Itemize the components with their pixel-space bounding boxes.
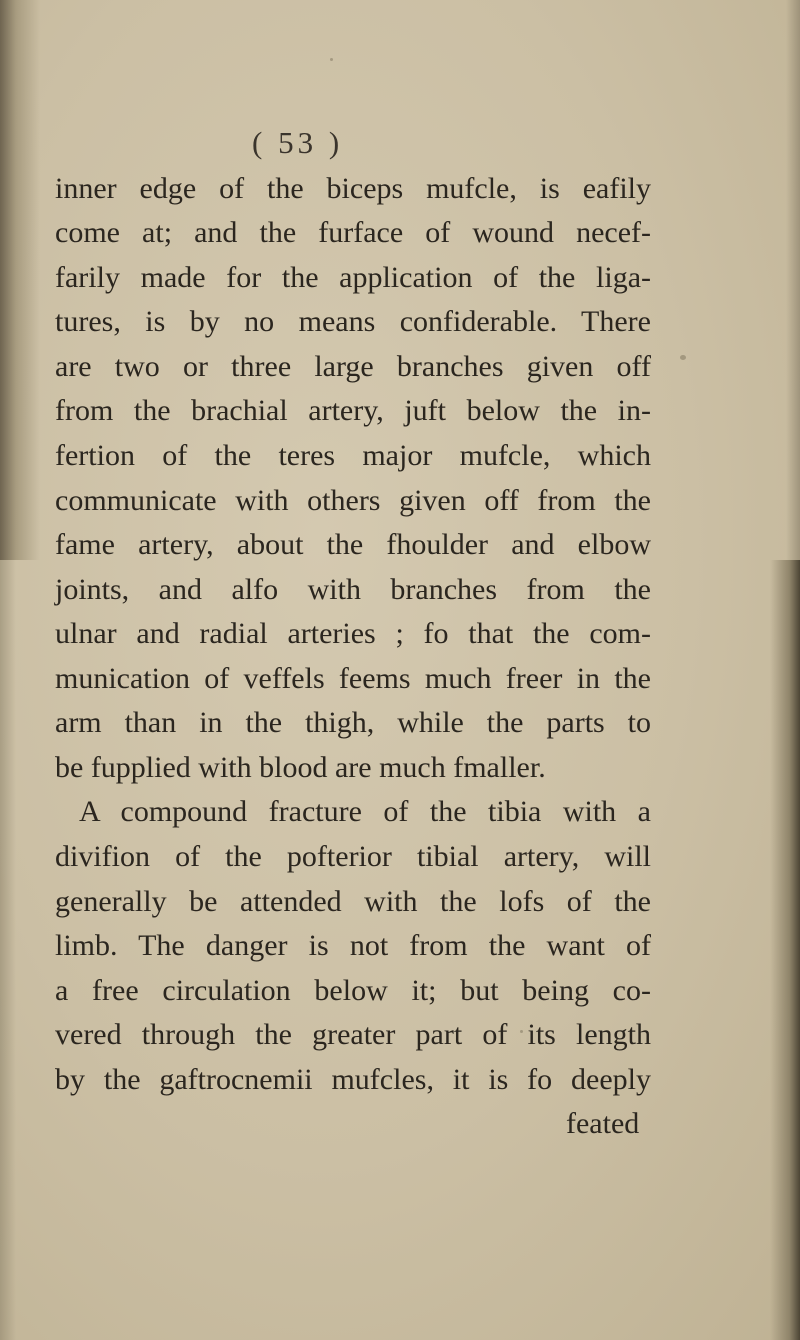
text-line: are two or three large branches given off xyxy=(55,350,651,383)
text-line: munication of veffels feems much freer in the xyxy=(55,662,651,695)
text-line: fame artery, about the fhoulder and elbow xyxy=(55,528,651,561)
text-line: ulnar and radial arteries ; fo that the com- xyxy=(55,617,651,650)
paper-speck xyxy=(680,355,686,360)
text-line: vered through the greater part of its length xyxy=(55,1018,651,1051)
text-line: arm than in the thigh, while the parts to xyxy=(55,706,651,739)
gutter-shadow xyxy=(0,0,40,560)
text-line: be fupplied with blood are much fmaller. xyxy=(55,751,546,784)
text-line: divifion of the pofterior tibial artery, will xyxy=(55,840,651,873)
catchword: feated xyxy=(566,1107,640,1140)
text-line: generally be attended with the lofs of the xyxy=(55,885,651,918)
text-line: a free circulation below it; but being co- xyxy=(55,974,651,1007)
page-edge xyxy=(770,560,800,1340)
text-line: from the brachial artery, juft below the in- xyxy=(55,394,651,427)
text-line: tures, is by no means confiderable. There xyxy=(55,305,651,338)
page-number: ( 53 ) xyxy=(252,125,344,160)
text-line: farily made for the application of the liga- xyxy=(55,261,651,294)
page-edge-top xyxy=(786,0,800,560)
text-line: joints, and alfo with branches from the xyxy=(55,573,651,606)
text-line: limb. The danger is not from the want of xyxy=(55,929,651,962)
text-line: fertion of the teres major mufcle, which xyxy=(55,439,651,472)
text-line: by the gaftrocnemii mufcles, it is fo deeply xyxy=(55,1063,651,1096)
paper-speck xyxy=(330,58,333,61)
text-line: inner edge of the biceps mufcle, is eafily xyxy=(55,172,651,205)
text-line: communicate with others given off from the xyxy=(55,484,651,517)
gutter-shadow-lower xyxy=(0,560,16,1340)
text-line: come at; and the furface of wound necef- xyxy=(55,216,651,249)
text-line: A compound fracture of the tibia with a xyxy=(79,795,651,828)
